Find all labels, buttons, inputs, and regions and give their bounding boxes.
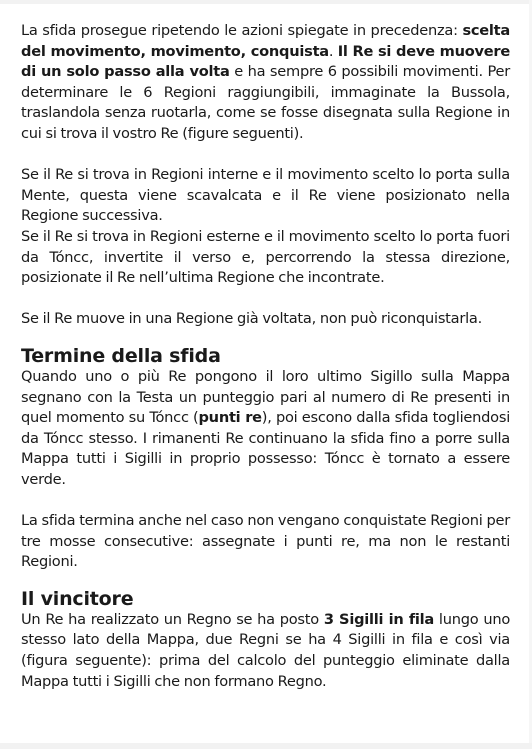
section-heading-winner: Il vincitore	[21, 587, 134, 610]
inner-regions-paragraph: Se il Re si trova in Regioni interne e il movimento scelto lo porta sulla Mente, questa viene scavalcata e il Re viene posizionato nella Regione successiva.	[21, 166, 510, 225]
three-seals-bold: 3 Sigilli in fila	[323, 610, 435, 628]
king-points-bold: punti re	[198, 409, 262, 427]
outer-regions-paragraph: Se il Re si trova in Regioni esterne e il movimento scelto lo porta fuori da Tóncc, invertite il verso e, percorrendo la stessa direzione, posizionate il Re nell’ultima Regione che incontrate.	[21, 227, 510, 287]
end-of-game-paragraph: Quando uno o più Re pongono il loro ultimo Sigillo sulla Mappa segnano con la Testa un punteggio pari al numero di Re presenti in quel momento su Tóncc (punti re), poi escono dalla sfida togliendosi da Tóncc stesso. I rimanenti Re continuano la sfida fino a porre sulla Mappa tutti i Sigilli in proprio possesso: Tóncc è tornato a essere verde.	[21, 367, 510, 488]
end-condition-paragraph: La sfida termina anche nel caso non vengano conquistate Regioni per tre mosse consecutive: assegnate i punti re, ma non le restanti Regioni.	[21, 512, 510, 571]
page-border-bottom	[0, 743, 532, 749]
single-step-rule-bold: Il Re si deve muovere di un solo passo alla volta	[21, 42, 510, 81]
section-heading-end-of-game: Termine della sfida	[21, 344, 221, 367]
action-sequence-bold: scelta del movimento, movimento, conquista	[21, 22, 510, 60]
winner-paragraph: Un Re ha realizzato un Regno se ha posto 3 Sigilli in fila lungo uno stesso lato della Mappa, due Regni se ha 4 Sigilli in fila e così via (figura seguente): prima del calcolo del punteggio eliminate dalla Mappa tutti i Sigilli che non formano Regno.	[21, 610, 510, 690]
turned-region-paragraph: Se il Re muove in una Regione già voltata, non può riconquistarla.	[21, 310, 482, 328]
movement-rules-paragraph: La sfida prosegue ripetendo le azioni spiegate in precedenza: scelta del movimento, movimento, conquista. Il Re si deve muovere di un solo passo alla volta e ha sempre 6 possibili movimenti. Per determinare le 6 Regioni raggiungibili, immaginate la Bussola, traslandola senza ruotarla, come se fosse disegnata sulla Regione in cui si trova il vostro Re (figure seguenti).	[21, 22, 511, 142]
page-border-top	[0, 0, 532, 4]
